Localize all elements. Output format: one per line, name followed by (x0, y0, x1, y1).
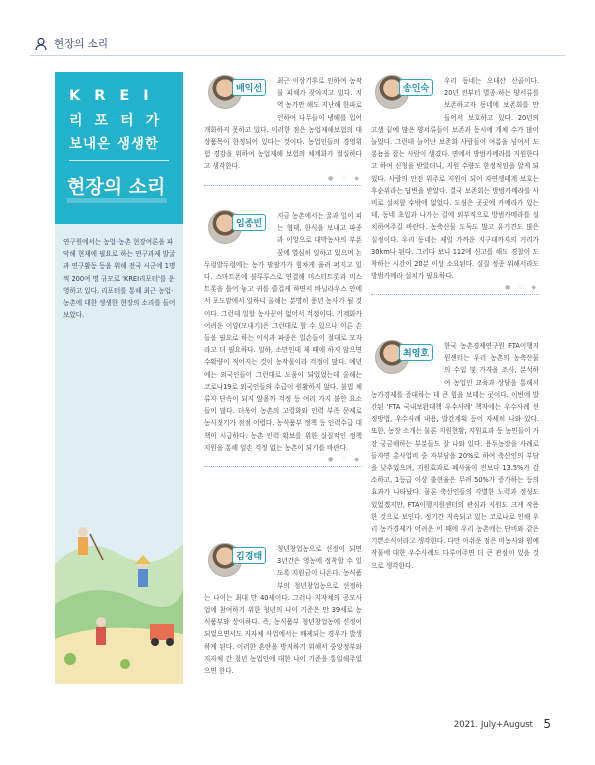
card-divider (204, 185, 362, 186)
reporter-name: 배익선 (232, 79, 266, 96)
report-card-3 (204, 543, 362, 677)
report-text: 우리 동네는 오대산 산골이다. 20년 전부터 멸종 하는 양서류를 보존하고자 동네에 보존회를 만들어서 보호하고 있다. 20년의 고생 끝에 많은 양서류들이 보존과 동시에 개체 수가 많이 늘었다. 그런데 늘어난 보존회 사람들이 여름을 넘어서 도롱뇽을 잡는 사람이 생겼다. 면에서 방범카메라를 지원한다고 하여 신청을 받았더니, 지원 수량도 한정적임을 알게 되었다. 사람의 안전 위주로 지원이 되어 자연생태계 보호는 후순위라는 답변을 받았다. 결국 보존회는 방범카메라를 사비로 설치할 수밖에 없었다. 도심은 곳곳에 카메라가 있는데, 동네 초입과 나가는 길에 외부적으로 방범카메라를 설치하여주길 바란다. 농축산물 도둑도 많고 유기견도 많은 실정이다. 우리 동네는 제일 가까운 지구대까지의 거리가 30km나 된다. 그러다 보니 112에 신고를 해도 경찰이 도착하는 시간이 20분 이상 소요된다. 실질 정종 위해서라도 방범카메라 설치가 필요하다. (371, 77, 539, 281)
header-divider (30, 55, 565, 56)
person-icon (34, 37, 48, 51)
farm-illustration (55, 414, 183, 684)
page-number: 5 (543, 717, 551, 731)
sidebar-line2: 보내온 생생한 (69, 136, 159, 152)
sidebar-title-block (55, 72, 183, 224)
card-decoration: ● ♡ ◆ (327, 456, 362, 464)
sidebar-panel (55, 72, 183, 684)
reporter-name: 최영호 (399, 344, 433, 361)
section-header (34, 36, 108, 51)
reporter-name: 임종빈 (232, 214, 266, 231)
sidebar-line1: 리포터가 (69, 113, 172, 129)
report-text: 청년창업농으로 선정이 되면 3년간은 영농에 정착할 수 있도록 지원금이 나온다. 농식품부의 청년창업농으로 선정하는 나이는 최대 만 40세이다. 그러나 지자체의 공모사업에 참여하기 위한 청년의 나이 기준은 만 39세로 농식품부와 상이하다. 즉, 농식품부 청년창업농에 선정이 되었으면서도 지자체 사업에서는 배제되는 경우가 발생하게 된다. 이러한 혼란을 방지하기 위해서 중앙정부와 지자체 간 청년 농업인에 대한 나이 기준을 통일해주었으면 한다. (204, 545, 362, 676)
report-card-1 (204, 75, 362, 186)
card-divider (204, 466, 362, 467)
report-card-5 (371, 340, 539, 572)
card-decoration: ● ♡ ◆ (327, 174, 362, 182)
card-decoration: ● ♡ ◆ (504, 284, 539, 292)
reporter-name: 송인숙 (399, 79, 433, 96)
sidebar-big-title: 현장의 소리 (67, 176, 166, 198)
report-card-4 (371, 75, 539, 295)
report-text: 한국 농촌경제연구원 FTA이행지원센터는 우리 농촌의 농축산물의 수입 및 가격을 조사, 분석하여 농업인 교육과 상담을 통해서 농가경제를 증대하는 데 큰 힘을 보태는 곳이다. 이번에 발간된 'FTA 국내보완대책 우수사례' 책자에는 우수사례 선정방법, 우수사례 내용, 발간계획 등이 자세히 나와 있다. 또한, 농장 소개는 물론 지원현황, 지원효과 등 농민들이 가장 궁금해하는 부분들도 잘 나와 있다. 용두농장을 사례로 들자면 총사업비 중 자부담을 20%로 하여 축산인의 부담을 낮추었으며, 지원효과로 폐사율이 전보다 13.5%가 감소하고, 1등급 이상 출현율은 무려 50%가 증가하는 등의 효과가 나타났다. 물론 축산인들의 각별한 노력과 정성도 있었겠지만, FTA이행지원센터의 관심과 지원도 크게 작용한 것으로 보인다. 정기간 지속되고 있는 코로나로 인해 우리 농가경제가 어려운 이 때에 우리 농촌에는 단비와 같은 기쁜소식이라고 생각한다. 다만 아쉬운 점은 비농사와 원예작물에 대한 우수사례도 다루어주면 더 큰 관심이 있을 것으로 생각한다. (371, 342, 539, 570)
reporter-badge (204, 75, 272, 111)
reporter-badge (204, 543, 272, 579)
reporter-badge (371, 340, 439, 376)
report-text: 최근 이상기후로 인하여 농작물 피해가 잦아지고 있다. 지역 농가만 해도 지난해 한파로 인하여 나무들이 냉해를 입어 개화하지 못하고 있다. 이러한 점은 농업재해보험의 대상품목이 한정되어 있다는 것이다. 농업인들의 경영위험 경감을 위하여 농업재해 보험의 체계화가 절실하다고 생각한다. (204, 77, 362, 171)
reporter-badge (204, 210, 272, 246)
sidebar-description: 연구원에서는 농업·농촌 현장여론을 파악해 현재에 필요로 하는 연구과제 발굴과 연구활동 등을 위해 전국 시군에 1명씩 200여 명 규모로 'KREI리포터'를 운영하고 있다. 리포터를 통해 최근 농업·농촌에 대한 생생한 현장의 소리를 들어보았다. (63, 238, 176, 320)
sidebar-krei: KREI (69, 88, 163, 104)
reporter-name: 김경태 (232, 547, 266, 564)
reporter-badge (371, 75, 439, 111)
sidebar-divider (69, 160, 169, 161)
section-title: 현장의 소리 (54, 38, 109, 50)
card-divider (371, 294, 539, 295)
report-card-2 (204, 210, 362, 467)
issue-date: 2021. July+August (453, 720, 533, 730)
report-text: 지금 농촌에서는 꿀과 잎이 피는 형태, 한식을 보내고 파종과 이앙으로 대박농사의 부푼 꿈에 열심히 일하고 있으며 논두렁밭두렁에는 농가 팔팔가가 힘차게 울려 퍼지고 있다. 스마트폰에 블루투스로 연결해 미스터트롯과 미스트롯을 틀어 놓고 귀를 즐겁게 하면서 바닐라우스 안에서 포도밭에서 일하니 올해는 분명히 풍년 농사가 될 것이다. 그런데 일할 농사꾼이 없어서 걱정이다. 기계화가 어려운 이앙(모내기)은 그런대로 할 수 있으나 이른 손들을 필요로 하는 이식과 파종은 일손들이 절대로 모자라고 더 필요하다. 일하, 소만인데 제 때에 하지 않으면 수확량이 적어지는 것이 농작물이라 걱정이 많다. 예년 에는 외국인들이 그런대로 도움이 되었었는데 올해는 코로나19로 외국인들의 수급이 원활하지 않다. 불법 체류자 단속이 되지 않을까 걱정 등 여러 가지 불안 요소들이 많다. 더욱이 농촌의 고령화와 인력 부족 문제로 농사짓기가 점점 어렵다. 농식품부 정책 등 인력수급 대책이 시급하다. 농촌 인력 확보를 위한 실질적인 정책 지원을 통해 일손 걱정 없는 농촌이 되기를 바란다. (204, 212, 362, 452)
